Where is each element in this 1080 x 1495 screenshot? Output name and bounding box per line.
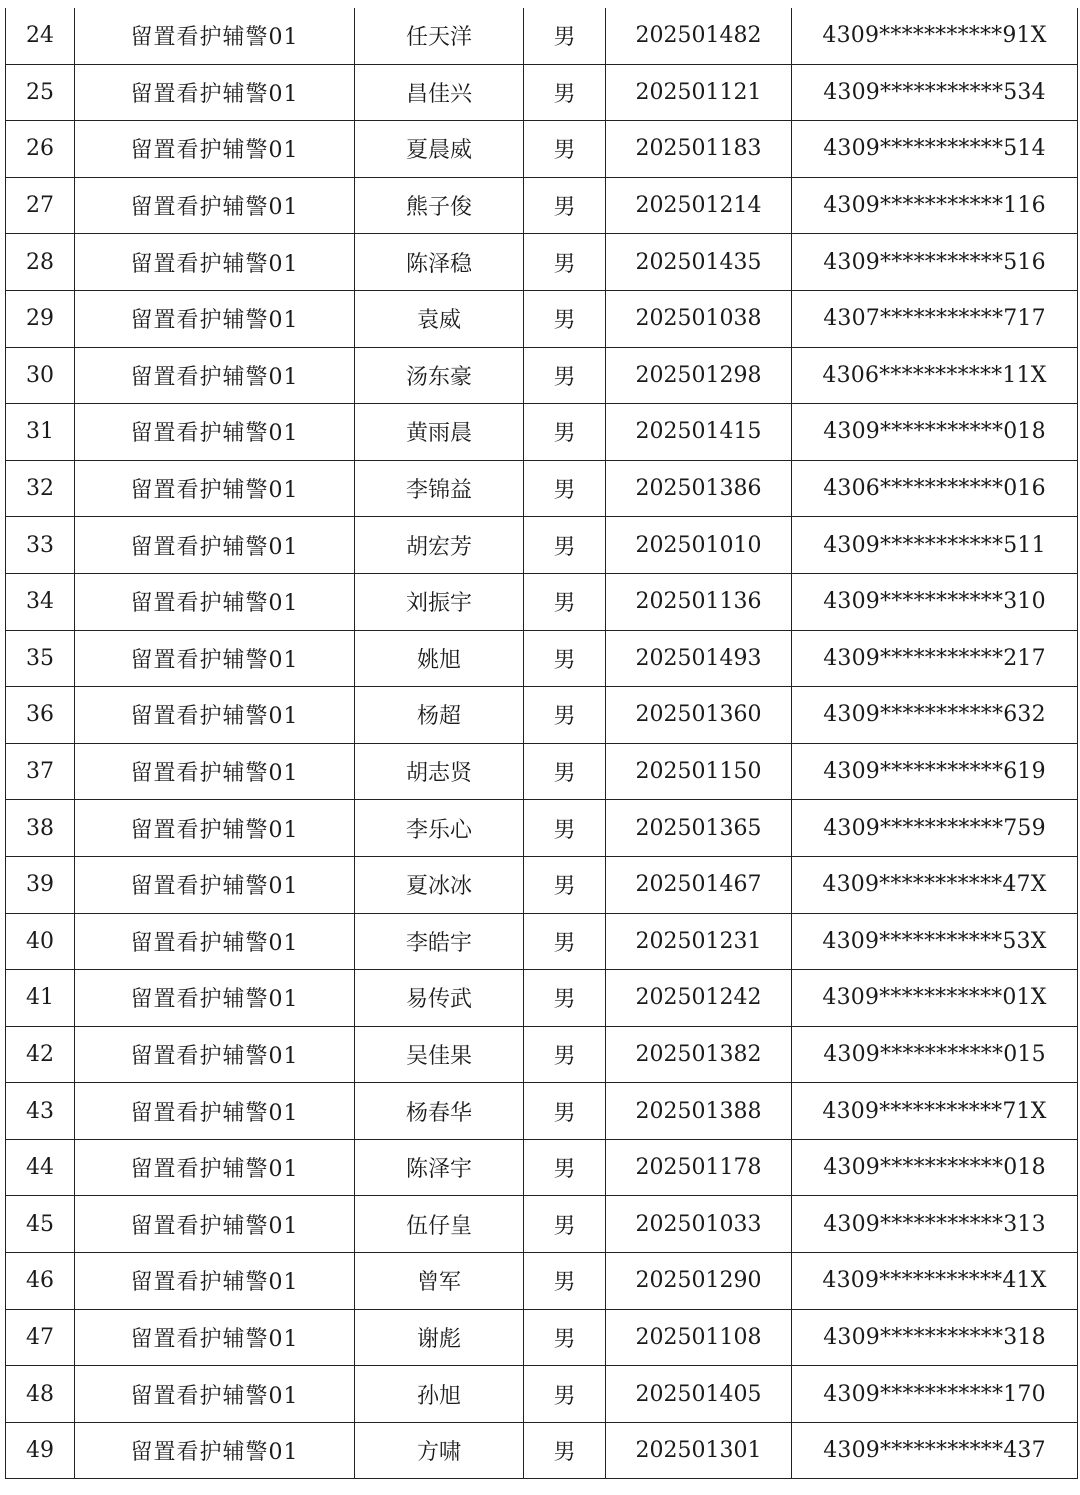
id-number-cell: 4309***********018 — [792, 404, 1078, 461]
sex-cell: 男 — [524, 121, 606, 178]
exam-number-cell: 202501290 — [606, 1253, 792, 1310]
name-cell: 李皓宇 — [355, 913, 524, 970]
name-cell: 易传武 — [355, 970, 524, 1027]
name-cell: 刘振宇 — [355, 573, 524, 630]
name-cell: 伍仔皇 — [355, 1196, 524, 1253]
position-cell: 留置看护辅警01 — [75, 64, 355, 121]
exam-number-cell: 202501183 — [606, 121, 792, 178]
exam-number-cell: 202501178 — [606, 1139, 792, 1196]
seq-cell: 24 — [6, 8, 75, 64]
seq-cell: 46 — [6, 1253, 75, 1310]
position-cell: 留置看护辅警01 — [75, 1196, 355, 1253]
exam-number-cell: 202501386 — [606, 460, 792, 517]
id-number-cell: 4309***********632 — [792, 687, 1078, 744]
name-cell: 任天洋 — [355, 8, 524, 64]
name-cell: 夏冰冰 — [355, 856, 524, 913]
id-number-cell: 4309***********759 — [792, 800, 1078, 857]
table-row — [6, 404, 1078, 461]
exam-number-cell: 202501231 — [606, 913, 792, 970]
exam-number-cell: 202501388 — [606, 1083, 792, 1140]
table-row — [6, 687, 1078, 744]
table-row — [6, 234, 1078, 291]
table-row — [6, 347, 1078, 404]
sex-cell: 男 — [524, 1083, 606, 1140]
position-cell: 留置看护辅警01 — [75, 1139, 355, 1196]
seq-cell: 27 — [6, 177, 75, 234]
exam-number-cell: 202501108 — [606, 1309, 792, 1366]
id-number-cell: 4309***********619 — [792, 743, 1078, 800]
position-cell: 留置看护辅警01 — [75, 460, 355, 517]
seq-cell: 42 — [6, 1026, 75, 1083]
position-cell: 留置看护辅警01 — [75, 404, 355, 461]
position-cell: 留置看护辅警01 — [75, 743, 355, 800]
sex-cell: 男 — [524, 1026, 606, 1083]
table-row — [6, 177, 1078, 234]
position-cell: 留置看护辅警01 — [75, 970, 355, 1027]
table-row — [6, 460, 1078, 517]
id-number-cell: 4309***********516 — [792, 234, 1078, 291]
name-cell: 李乐心 — [355, 800, 524, 857]
table-row — [6, 1083, 1078, 1140]
sex-cell: 男 — [524, 64, 606, 121]
name-cell: 陈泽稳 — [355, 234, 524, 291]
sex-cell: 男 — [524, 234, 606, 291]
id-number-cell: 4309***********91X — [792, 8, 1078, 64]
sex-cell: 男 — [524, 743, 606, 800]
id-number-cell: 4309***********47X — [792, 856, 1078, 913]
sex-cell: 男 — [524, 800, 606, 857]
id-number-cell: 4309***********01X — [792, 970, 1078, 1027]
position-cell: 留置看护辅警01 — [75, 856, 355, 913]
exam-number-cell: 202501382 — [606, 1026, 792, 1083]
table-row — [6, 630, 1078, 687]
sex-cell: 男 — [524, 856, 606, 913]
name-cell: 汤东豪 — [355, 347, 524, 404]
position-cell: 留置看护辅警01 — [75, 234, 355, 291]
position-cell: 留置看护辅警01 — [75, 290, 355, 347]
name-cell: 熊子俊 — [355, 177, 524, 234]
seq-cell: 43 — [6, 1083, 75, 1140]
seq-cell: 41 — [6, 970, 75, 1027]
id-number-cell: 4309***********318 — [792, 1309, 1078, 1366]
name-cell: 孙旭 — [355, 1366, 524, 1423]
table-row — [6, 1026, 1078, 1083]
exam-number-cell: 202501482 — [606, 8, 792, 64]
sex-cell: 男 — [524, 460, 606, 517]
seq-cell: 39 — [6, 856, 75, 913]
name-cell: 吴佳果 — [355, 1026, 524, 1083]
name-cell: 黄雨晨 — [355, 404, 524, 461]
position-cell: 留置看护辅警01 — [75, 517, 355, 574]
sex-cell: 男 — [524, 404, 606, 461]
sex-cell: 男 — [524, 1366, 606, 1423]
seq-cell: 32 — [6, 460, 75, 517]
seq-cell: 28 — [6, 234, 75, 291]
exam-number-cell: 202501405 — [606, 1366, 792, 1423]
position-cell: 留置看护辅警01 — [75, 1253, 355, 1310]
name-cell: 姚旭 — [355, 630, 524, 687]
id-number-cell: 4307***********717 — [792, 290, 1078, 347]
id-number-cell: 4309***********015 — [792, 1026, 1078, 1083]
table-row — [6, 856, 1078, 913]
id-number-cell: 4309***********313 — [792, 1196, 1078, 1253]
seq-cell: 37 — [6, 743, 75, 800]
table-row — [6, 970, 1078, 1027]
position-cell: 留置看护辅警01 — [75, 913, 355, 970]
seq-cell: 25 — [6, 64, 75, 121]
exam-number-cell: 202501435 — [606, 234, 792, 291]
seq-cell: 29 — [6, 290, 75, 347]
position-cell: 留置看护辅警01 — [75, 1083, 355, 1140]
id-number-cell: 4309***********71X — [792, 1083, 1078, 1140]
id-number-cell: 4309***********534 — [792, 64, 1078, 121]
position-cell: 留置看护辅警01 — [75, 573, 355, 630]
exam-number-cell: 202501038 — [606, 290, 792, 347]
table-row — [6, 64, 1078, 121]
sex-cell: 男 — [524, 1253, 606, 1310]
sex-cell: 男 — [524, 290, 606, 347]
sex-cell: 男 — [524, 1422, 606, 1479]
id-number-cell: 4309***********116 — [792, 177, 1078, 234]
id-number-cell: 4309***********41X — [792, 1253, 1078, 1310]
seq-cell: 35 — [6, 630, 75, 687]
exam-number-cell: 202501298 — [606, 347, 792, 404]
seq-cell: 26 — [6, 121, 75, 178]
exam-number-cell: 202501415 — [606, 404, 792, 461]
table-row — [6, 573, 1078, 630]
seq-cell: 31 — [6, 404, 75, 461]
table-row — [6, 1366, 1078, 1423]
exam-number-cell: 202501360 — [606, 687, 792, 744]
name-cell: 曾军 — [355, 1253, 524, 1310]
position-cell: 留置看护辅警01 — [75, 347, 355, 404]
position-cell: 留置看护辅警01 — [75, 1422, 355, 1479]
position-cell: 留置看护辅警01 — [75, 800, 355, 857]
seq-cell: 45 — [6, 1196, 75, 1253]
table-row — [6, 800, 1078, 857]
table-row — [6, 1139, 1078, 1196]
table-row — [6, 1309, 1078, 1366]
position-cell: 留置看护辅警01 — [75, 8, 355, 64]
exam-number-cell: 202501150 — [606, 743, 792, 800]
exam-number-cell: 202501365 — [606, 800, 792, 857]
position-cell: 留置看护辅警01 — [75, 630, 355, 687]
name-cell: 李锦益 — [355, 460, 524, 517]
sex-cell: 男 — [524, 347, 606, 404]
table-row — [6, 517, 1078, 574]
position-cell: 留置看护辅警01 — [75, 177, 355, 234]
table-row — [6, 1253, 1078, 1310]
id-number-cell: 4309***********018 — [792, 1139, 1078, 1196]
sex-cell: 男 — [524, 1196, 606, 1253]
position-cell: 留置看护辅警01 — [75, 1309, 355, 1366]
name-cell: 胡宏芳 — [355, 517, 524, 574]
roster-body — [6, 8, 1078, 1479]
id-number-cell: 4306***********11X — [792, 347, 1078, 404]
id-number-cell: 4309***********437 — [792, 1422, 1078, 1479]
position-cell: 留置看护辅警01 — [75, 687, 355, 744]
seq-cell: 33 — [6, 517, 75, 574]
sex-cell: 男 — [524, 1139, 606, 1196]
sex-cell: 男 — [524, 630, 606, 687]
id-number-cell: 4306***********016 — [792, 460, 1078, 517]
name-cell: 杨春华 — [355, 1083, 524, 1140]
seq-cell: 40 — [6, 913, 75, 970]
id-number-cell: 4309***********511 — [792, 517, 1078, 574]
name-cell: 方啸 — [355, 1422, 524, 1479]
seq-cell: 38 — [6, 800, 75, 857]
table-row — [6, 290, 1078, 347]
exam-number-cell: 202501010 — [606, 517, 792, 574]
table-row — [6, 121, 1078, 178]
table-row — [6, 913, 1078, 970]
position-cell: 留置看护辅警01 — [75, 121, 355, 178]
name-cell: 陈泽宇 — [355, 1139, 524, 1196]
seq-cell: 44 — [6, 1139, 75, 1196]
seq-cell: 47 — [6, 1309, 75, 1366]
sex-cell: 男 — [524, 573, 606, 630]
sex-cell: 男 — [524, 687, 606, 744]
sex-cell: 男 — [524, 8, 606, 64]
name-cell: 袁威 — [355, 290, 524, 347]
exam-number-cell: 202501136 — [606, 573, 792, 630]
name-cell: 昌佳兴 — [355, 64, 524, 121]
seq-cell: 30 — [6, 347, 75, 404]
seq-cell: 34 — [6, 573, 75, 630]
position-cell: 留置看护辅警01 — [75, 1026, 355, 1083]
roster-table — [5, 8, 1078, 1479]
exam-number-cell: 202501493 — [606, 630, 792, 687]
table-row — [6, 1422, 1078, 1479]
table-row — [6, 743, 1078, 800]
sex-cell: 男 — [524, 1309, 606, 1366]
exam-number-cell: 202501033 — [606, 1196, 792, 1253]
name-cell: 谢彪 — [355, 1309, 524, 1366]
exam-number-cell: 202501467 — [606, 856, 792, 913]
name-cell: 胡志贤 — [355, 743, 524, 800]
id-number-cell: 4309***********514 — [792, 121, 1078, 178]
seq-cell: 48 — [6, 1366, 75, 1423]
seq-cell: 49 — [6, 1422, 75, 1479]
sex-cell: 男 — [524, 970, 606, 1027]
exam-number-cell: 202501301 — [606, 1422, 792, 1479]
name-cell: 夏晨威 — [355, 121, 524, 178]
seq-cell: 36 — [6, 687, 75, 744]
exam-number-cell: 202501121 — [606, 64, 792, 121]
id-number-cell: 4309***********310 — [792, 573, 1078, 630]
sex-cell: 男 — [524, 913, 606, 970]
name-cell: 杨超 — [355, 687, 524, 744]
exam-number-cell: 202501242 — [606, 970, 792, 1027]
exam-number-cell: 202501214 — [606, 177, 792, 234]
id-number-cell: 4309***********170 — [792, 1366, 1078, 1423]
id-number-cell: 4309***********217 — [792, 630, 1078, 687]
sex-cell: 男 — [524, 177, 606, 234]
sex-cell: 男 — [524, 517, 606, 574]
table-row — [6, 8, 1078, 64]
table-row — [6, 1196, 1078, 1253]
position-cell: 留置看护辅警01 — [75, 1366, 355, 1423]
id-number-cell: 4309***********53X — [792, 913, 1078, 970]
